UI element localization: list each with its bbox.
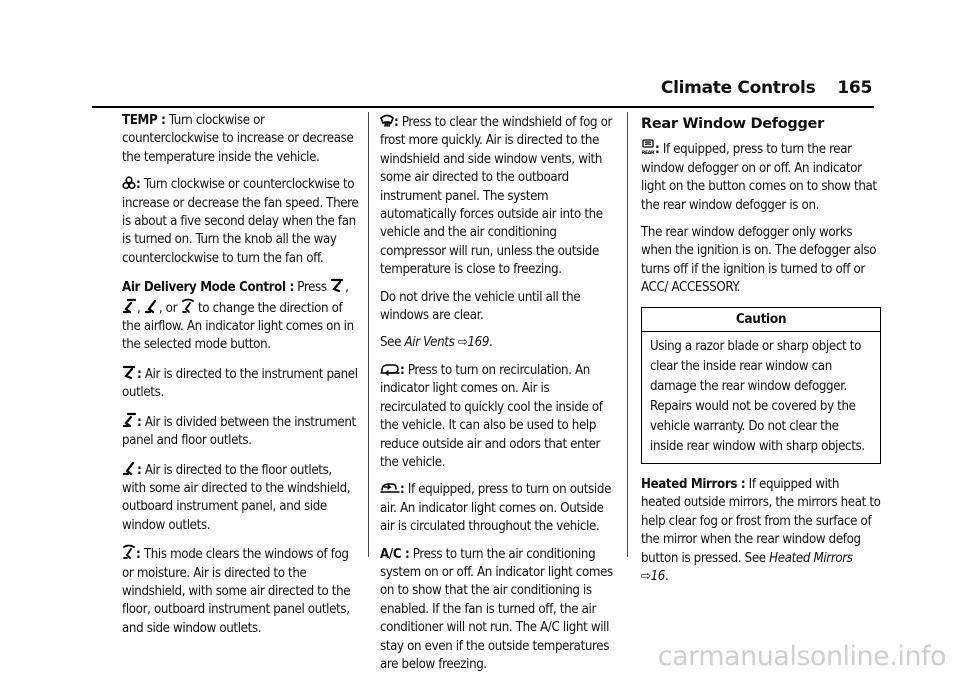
page-header (661, 78, 872, 98)
bilevel-paragraph (122, 412, 359, 451)
mode-label: Air Delivery Mode Control : (122, 280, 294, 296)
temp-text: Turn clockwise or counterclockwise to increase or decrease the temperature inside the vehicle. (122, 113, 354, 165)
outside-air-label: : (400, 482, 405, 498)
rear-defogger-icon (641, 139, 655, 155)
mode-press-text: Press (297, 280, 327, 296)
fan-paragraph (122, 176, 359, 268)
column-divider (368, 112, 369, 557)
ac-label: A/C : (380, 546, 410, 562)
defog-mode-icon (122, 544, 136, 560)
column-divider (627, 112, 628, 557)
ac-paragraph (380, 546, 617, 675)
rear-defogger-label: : (655, 142, 660, 158)
heated-mirrors-paragraph (641, 476, 881, 586)
watermark: carmanualsonline.info (657, 641, 946, 672)
comma: , (137, 300, 141, 316)
caution-box (641, 307, 881, 464)
defog-mode-icon (181, 298, 195, 314)
floor-text: Air is directed to the floor outlets, with some air directed to the windshield, outboard instrument panel, and side window outlets. (122, 462, 351, 533)
column-2 (380, 112, 617, 683)
page-ref-arrow-icon: ⇨ (457, 335, 468, 351)
vent-label: : (137, 366, 142, 382)
mode-paragraph (122, 277, 359, 355)
bilevel-mode-icon (122, 412, 137, 428)
see-air-vents: See Air Vents ⇨169. (380, 335, 493, 351)
defrost-text: Press to clear the windshield of fog or frost more quickly. Air is directed to the windshield and side window vents, with some air directed to the outboard instrument panel. The system automatically forces outside air into the vehicle and the air conditioning compressor will run, unless the outside temperature is close to freezing. (380, 115, 613, 278)
defog-label: : (136, 547, 141, 563)
column-3 (641, 112, 881, 596)
caution-title: Caution (642, 308, 880, 332)
defog-text: This mode clears the windows of fog or moisture. Air is directed to the windshield, with some air directed to the floor, outboard instrument panel outlets, and side window outlets. (122, 547, 351, 636)
see-text: See (380, 335, 402, 351)
section-title: Climate Controls (660, 78, 816, 98)
bilevel-mode-icon (122, 298, 137, 314)
vent-text: Air is directed to the instrument panel outlets. (122, 366, 358, 401)
ac-text: Press to turn the air conditioning system on or off. An indicator light comes on to show that the air conditioning is enabled. If the fan is turned off, the air conditioner will not run. The A/C light will stay on even if the outside temperatures are below freezing. (380, 546, 613, 672)
page-number: 165 (837, 78, 872, 98)
heated-mirrors-page: 16 (650, 569, 665, 585)
or-text: , or (158, 300, 178, 316)
rear-works-paragraph: The rear window defogger only works when the ignition is on. The defogger also turns off if the ignition is turned to off or ACC/ ACCESSORY. (641, 225, 877, 296)
temp-label: TEMP : (122, 113, 166, 128)
floor-paragraph (122, 460, 359, 536)
defrost-label: : (394, 115, 399, 130)
period: . (665, 569, 669, 585)
defog-paragraph (122, 544, 359, 638)
rear-defogger-text: If equipped, press to turn the rear window defogger on or off. An indicator light on the button comes on to show that the rear window defogger is on. (641, 142, 877, 213)
fan-text: Turn clockwise or counterclockwise to increase or decrease the fan speed. There is about a five second delay when the fan is turned on. Turn the knob all the way counterclockwise to turn the fan off. (122, 177, 359, 266)
bilevel-text: Air is divided between the instrument panel and floor outlets. (122, 414, 356, 449)
outside-air-icon (380, 481, 400, 495)
do-not-drive-paragraph: Do not drive the vehicle until all the windows are clear. (380, 289, 581, 324)
comma: , (345, 280, 349, 296)
recirc-paragraph (380, 362, 617, 472)
temp-paragraph (122, 112, 359, 167)
mode-text: to change the direction of the airflow. An indicator light comes on in the selected mode button. (122, 300, 354, 353)
vent-paragraph (122, 364, 359, 403)
outside-air-paragraph (380, 481, 617, 536)
fan-label: : (136, 177, 141, 193)
outside-air-text: If equipped, press to turn on outside air. An indicator light comes on. Outside air is circulated throughout the vehicle. (380, 482, 612, 535)
defrost-paragraph (380, 112, 617, 280)
fan-icon (122, 176, 136, 190)
recirculation-icon (380, 362, 400, 376)
vent-mode-icon (330, 277, 345, 293)
heated-mirrors-text: If equipped with heated outside mirrors, the mirrors heat to help clear fog or frost from the surface of the mirror when the rear window defog button is pressed. See (641, 477, 881, 566)
header-rule (92, 106, 874, 108)
column-1 (122, 112, 359, 647)
rear-defogger-heading: Rear Window Defogger (641, 116, 824, 132)
floor-mode-icon (144, 298, 159, 314)
floor-label: : (137, 462, 142, 478)
air-vents-link[interactable]: Air Vents (404, 335, 455, 351)
page-ref-arrow-icon: ⇨ (641, 569, 651, 585)
caution-text: Using a razor blade or sharp object to clear the inside rear window can damage the rear window defogger. Repairs would not be covered by the vehicle warranty. Do not clear the inside rear window with sharp objects. (650, 339, 865, 455)
heated-mirrors-label: Heated Mirrors : (641, 477, 746, 493)
rear-defogger-paragraph (641, 139, 881, 215)
recirc-label: : (400, 362, 405, 378)
heated-mirrors-link[interactable]: Heated Mirrors (769, 550, 853, 566)
air-vents-page: 169 (467, 335, 490, 351)
floor-mode-icon (122, 460, 137, 476)
recirc-text: Press to turn on recirculation. An indicator light comes on. Air is recirculated to quickly cool the inside of the vehicle. It can also be used to help reduce outside air and odors that enter the vehicle. (380, 362, 603, 470)
defrost-icon (380, 112, 394, 128)
vent-mode-icon (122, 364, 137, 380)
rear-icon-text: REAR (641, 151, 655, 156)
bilevel-label: : (137, 414, 142, 430)
